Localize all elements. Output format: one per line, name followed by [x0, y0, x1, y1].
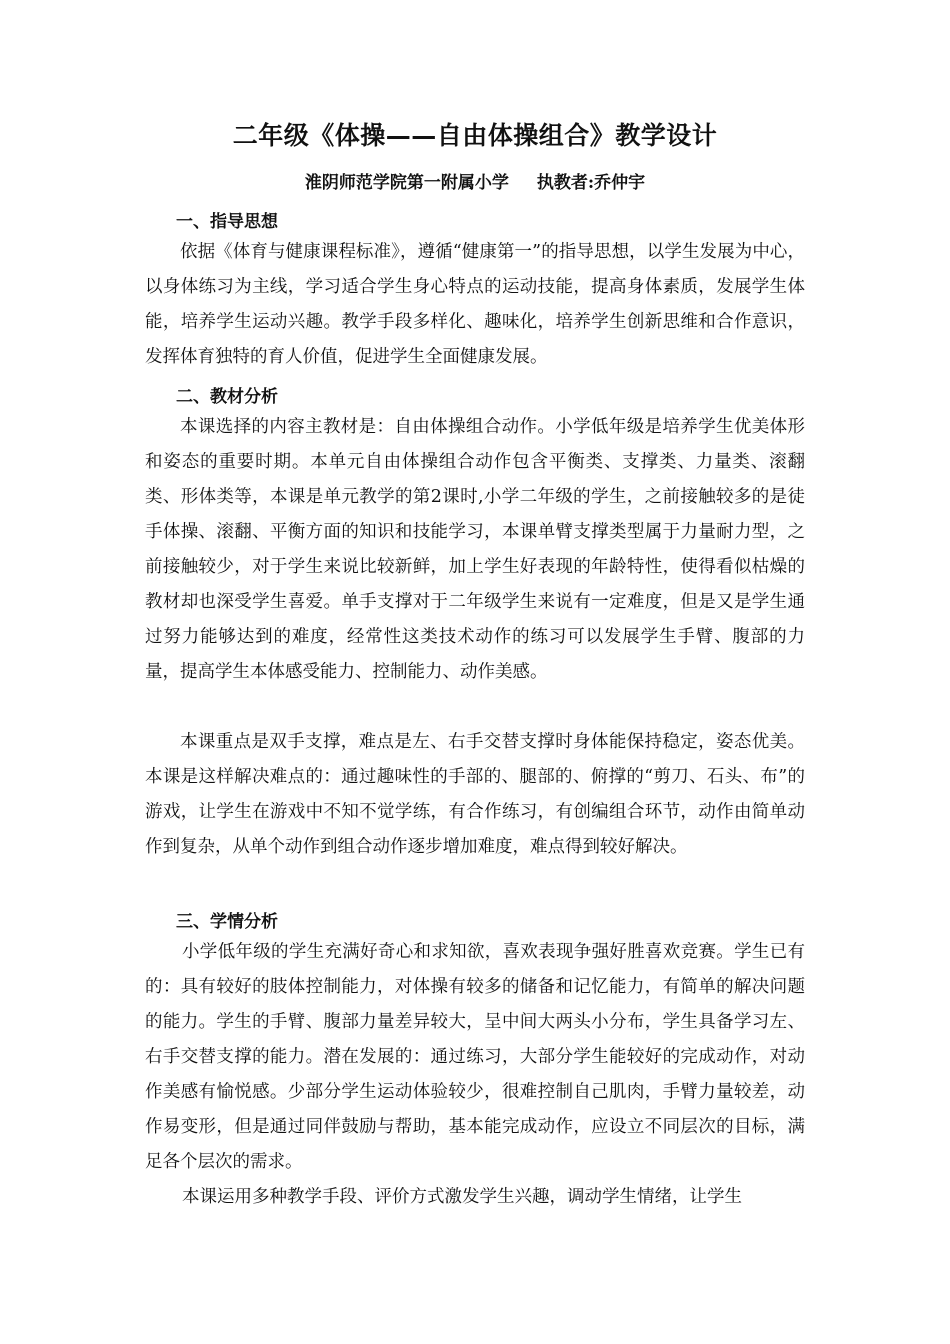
paragraph-guiding-thought: 依据《体育与健康课程标准》，遵循“健康第一”的指导思想，以学生发展为中心，以身体练习为主线，学习适合学生身心特点的运动技能，提高身体素质，发展学生体能，培养学生运动兴趣。教学手段多样化、趣味化，培养学生创新思维和合作意识，发挥体育独特的育人价值，促进学生全面健康发展。 — [145, 242, 805, 367]
section-heading-student-analysis: 三、学情分析 — [176, 912, 278, 932]
paragraph-material-analysis-1: 本课选择的内容主教材是：自由体操组合动作。小学低年级是培养学生优美体形和姿态的重要时期。本单元自由体操组合动作包含平衡类、支撑类、力量类、滚翻类、形体类等，本课是单元教学的第2课时,小学二年级的学生，之前接触较多的是徒手体操、滚翻、平衡方面的知识和技能学习，本课单臂支撑类型属于力量耐力型，之前接触较少，对于学生来说比较新鲜，加上学生好表现的年龄特性，使得看似枯燥的教材却也深受学生喜爱。单手支撑对于二年级学生来说有一定难度，但是又是学生通过努力能够达到的难度，经常性这类技术动作的练习可以发展学生手臂、腹部的力量，提高学生本体感受能力、控制能力、动作美感。 — [145, 417, 805, 682]
paragraph-student-analysis-1: 小学低年级的学生充满好奇心和求知欲，喜欢表现争强好胜喜欢竞赛。学生已有的：具有较好的肢体控制能力，对体操有较多的储备和记忆能力，有简单的解决问题的能力。学生的手臂、腹部力量差异较大，呈中间大两头小分布，学生具备学习左、右手交替支撑的能力。潜在发展的：通过练习，大部分学生能较好的完成动作，对动作美感有愉悦感。少部分学生运动体验较少，很难控制自己肌肉，手臂力量较差，动作易变形，但是通过同伴鼓励与帮助，基本能完成动作，应设立不同层次的目标，满足各个层次的需求。 — [145, 942, 805, 1172]
teacher-name: 执教者:乔仲宇 — [536, 173, 646, 193]
section-heading-material-analysis: 二、教材分析 — [176, 387, 278, 407]
author-line — [0, 168, 950, 193]
paragraph-student-analysis-2: 本课运用多种教学手段、评价方式激发学生兴趣，调动学生情绪，让学生 — [182, 1187, 742, 1207]
section-heading-guiding-thought: 一、指导思想 — [176, 212, 278, 232]
paragraph-material-analysis-2: 本课重点是双手支撑，难点是左、右手交替支撑时身体能保持稳定，姿态优美。本课是这样解决难点的：通过趣味性的手部的、腿部的、俯撑的“剪刀、石头、布”的游戏，让学生在游戏中不知不觉学练，有合作练习，有创编组合环节，动作由简单动作到复杂，从单个动作到组合动作逐步增加难度，难点得到较好解决。 — [145, 732, 805, 857]
school-name: 淮阴师范学院第一附属小学 — [304, 173, 509, 193]
document-title: 二年级《体操——自由体操组合》教学设计 — [232, 121, 718, 150]
